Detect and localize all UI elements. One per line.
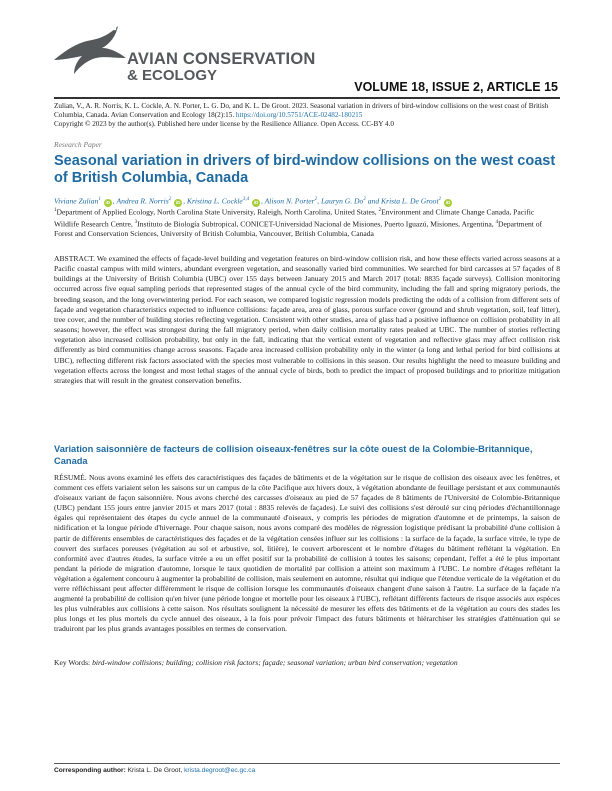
author-affil-sup: 2 <box>438 197 442 202</box>
affiliations <box>54 206 560 240</box>
logo-text-line2: & ECOLOGY <box>127 67 218 84</box>
bird-logo-icon <box>52 20 132 82</box>
volume-issue-label: VOLUME 18, ISSUE 2, ARTICLE 15 <box>354 80 558 94</box>
affil-text: Department of Applied Ecology, North Carolina State University, Raleigh, North Carolina, United States, <box>56 207 379 217</box>
citation-block <box>54 102 560 130</box>
affil-text: Environment and Climate Change Canada, Pacific Wildlife Research Centre, <box>54 207 535 229</box>
author-affil-sup: 2 <box>314 197 318 202</box>
abstract-french: RÉSUMÉ. Nous avons examiné les effets des caractéristiques des façades de bâtiments et de la végétation sur le risque de collision des oiseaux avec les fenêtres, et comment ces effets variaient selon les saisons sur un campus de la côte Pacifique aux hivers doux, à végétation abondante de feuillage persistant et aux communautés d'oiseaux variant de façon saisonnière. Nous avons cherché des carcasses d'oiseaux au pied de 57 façades de 8 bâtiments de l'Université de Colombie-Britannique (UBC) pendant 155 jours entre janvier 2015 et mars 2017 (total : 8835 relevés de façades). Le suivi des collisions s'est déroulé sur cinq périodes d'échantillonnage égales qui représentaient des étapes du cycle annuel de la communauté d'oiseaux, y compris les périodes de migration d'automne et de printemps, la saison de nidification et la longue période d'hivernage. Pour chaque saison, nous avons comparé des modèles de régression logistique prédisant la probabilité d'une collision à partir de différents ensembles de caractéristiques des façades et de la végétation censées influer sur les collisions : la surface de la façade, la surface vitrée, le type de couvert des surfaces poreuses (végétation au sol et arbustive, sol, litière), le couvert arborescent et le nombre d'étages du bâtiment reflétant la végétation. En conformité avec d'autres études, la surface vitrée a eu un effet positif sur la probabilité de collision à toutes les saisons; cependant, l'effet a été le plus important pendant la période de migration d'automne, lorsque le taux quotidien de mortalité par collision a atteint son maximum à l'UBC. Le nombre d'étages reflétant la végétation a également concouru à augmenter la probabilité de collision, mais seulement en automne, résultat qui indique que l'étendue verticale de la végétation et du verre réfléchissant peut affecter différemment le risque de collision lorsque les communautés d'oiseaux changent d'une saison à l'autre. La surface de la façade n'a augmenté la probabilité de collision qu'en hiver (une période longue et mortelle pour les oiseaux à l'UBC), reflétant différents facteurs de risque associés aux espèces les plus vulnérables aux collisions à cette saison. Nos résultats soulignent la nécessité de mesurer les effets des bâtiments et de la végétation au cours des stades les plus longs et les plus mortels du cycle annuel des oiseaux, à la fois pour prévoir l'impact des futurs bâtiments et hiérarchiser les stratégies d'atténuation qui se traduiront par les plus grands avantages possibles en termes de conservation. <box>54 473 560 634</box>
corresponding-author <box>54 767 255 774</box>
affil-text: Instituto de Biología Subtropical, CONICET-Universidad Nacional de Misiones, Puerto Iguazú, Misiones, Argentina, <box>137 219 496 229</box>
author-affil-sup: 2 <box>363 197 366 202</box>
orcid-icon[interactable]: iD <box>253 199 259 205</box>
orcid-icon[interactable]: iD <box>175 199 181 205</box>
affil-number: 1 <box>54 208 57 213</box>
article-type-label: Research Paper <box>54 140 102 149</box>
citation-text: Zulian, V., A. R. Norris, K. L. Cockle, A. N. Porter, L. G. Do, and K. L. De Groot. 2023. Seasonal variation in drivers of bird-window collisions on the west coast of British Columbia, Canada. Avian Conservation and Ecology 18(2):15. <box>54 102 549 120</box>
header-divider <box>54 97 560 99</box>
keywords <box>54 658 560 668</box>
affil-text: Department of Forest and Conservation Sciences, University of British Columbia, Vancouver, British Columbia, Canada <box>54 219 543 239</box>
keywords-text: bird-window collisions; building; collision risk factors; façade; seasonal variation; urban bird conservation; vegetation <box>92 658 458 667</box>
author-name[interactable]: Lauryn G. Do <box>320 196 364 206</box>
author-affil-sup: 3,4 <box>242 197 250 202</box>
author-affil-sup: 1 <box>98 197 101 202</box>
corresponding-label: Corresponding author: <box>54 767 126 774</box>
author-name[interactable]: Kristina L. Cockle <box>186 196 243 206</box>
copyright-text: Copyright © 2023 by the author(s). Published here under license by the Resilience Alliance. Open Access. CC-BY 4.0 <box>54 120 394 129</box>
french-title: Variation saisonnière de facteurs de collision oiseaux-fenêtres sur la côte ouest de la Colombie-Britannique, Canada <box>54 444 533 466</box>
doi-link[interactable]: https://doi.org/10.5751/ACE-02482-180215 <box>235 111 363 120</box>
author-name[interactable]: Krista L. De Groot <box>381 196 439 206</box>
author-conjunction: and <box>367 196 380 206</box>
journal-logo[interactable] <box>52 20 316 84</box>
keywords-label: Key Words: <box>54 658 93 667</box>
abstract-english: ABSTRACT. We examined the effects of façade-level building and vegetation features on bird-window collision risk, and how these effects varied across seasons at a Pacific coastal campus with mild winters, abundant evergreen vegetation, and seasonally varied bird communities. We searched for bird carcasses at 57 façades of 8 buildings at the University of British Columbia (UBC) over 155 days between January 2015 and March 2017 (total: 8835 façade surveys). Collision monitoring occurred across five equal sampling periods that represented stages of the annual cycle of the bird community, including the fall and spring migratory periods, the breeding season, and the long overwintering period. For each season, we compared logistic regression models predicting the odds of a collision from different sets of façade and vegetation characteristics expected to influence collisions: façade area, area of glass, porous surface cover (ground and shrub vegetation, soil, leaf litter), tree cover, and the number of building stories reflecting vegetation. Consistent with other studies, area of glass had a positive influence on collision probability in all seasons; however, the effect was strongest during the fall migratory period, when daily collision mortality rates peaked at UBC. The number of stories reflecting vegetation also increased collision probability, but only in the fall, indicating that the vertical extent of vegetation and reflective glass may affect collision risk differently as bird communities change across seasons. Façade area increased collision probability only in the winter (a long and lethal period for bird collisions at UBC), reflecting different risk factors associated with the species most vulnerable to collisions in this season. Our results highlight the need to measure building and vegetation effects across the longest and most lethal stages of the annual cycle of birds, both to predict the impact of proposed buildings and to prioritize mitigation strategies that will result in the greatest conservation benefits. <box>54 254 560 385</box>
author-name[interactable]: Viviane Zulian <box>54 196 99 206</box>
orcid-icon[interactable]: iD <box>105 199 111 205</box>
author-name[interactable]: Andrea R. Norris <box>116 196 169 206</box>
article-title: Seasonal variation in drivers of bird-window collisions on the west coast of British Columbia, Canada <box>54 153 556 186</box>
author-list: Viviane Zulian$^1$ iD , Andrea R. Norris$^2$ iD , Kristina L. Cockle$^{3,4}$ iD , Alison N. Porter$^2$, Lauryn G. Do$^2$ and Krista L. De Groot$^2$ iD <box>54 196 451 206</box>
affil-number: 2 <box>378 208 382 213</box>
orcid-icon[interactable]: iD <box>445 199 451 205</box>
affil-number: 4 <box>495 219 499 225</box>
author-name[interactable]: Alison N. Porter <box>264 196 315 206</box>
corresponding-email-link[interactable]: krista.degroot@ec.gc.ca <box>184 767 256 774</box>
logo-text-line1: AVIAN CONSERVATION <box>127 50 316 68</box>
author-affil-sup: 2 <box>168 197 172 202</box>
footer-divider <box>54 763 560 764</box>
affil-number: 3 <box>134 219 138 225</box>
corresponding-name: Krista L. De Groot, <box>125 767 185 774</box>
